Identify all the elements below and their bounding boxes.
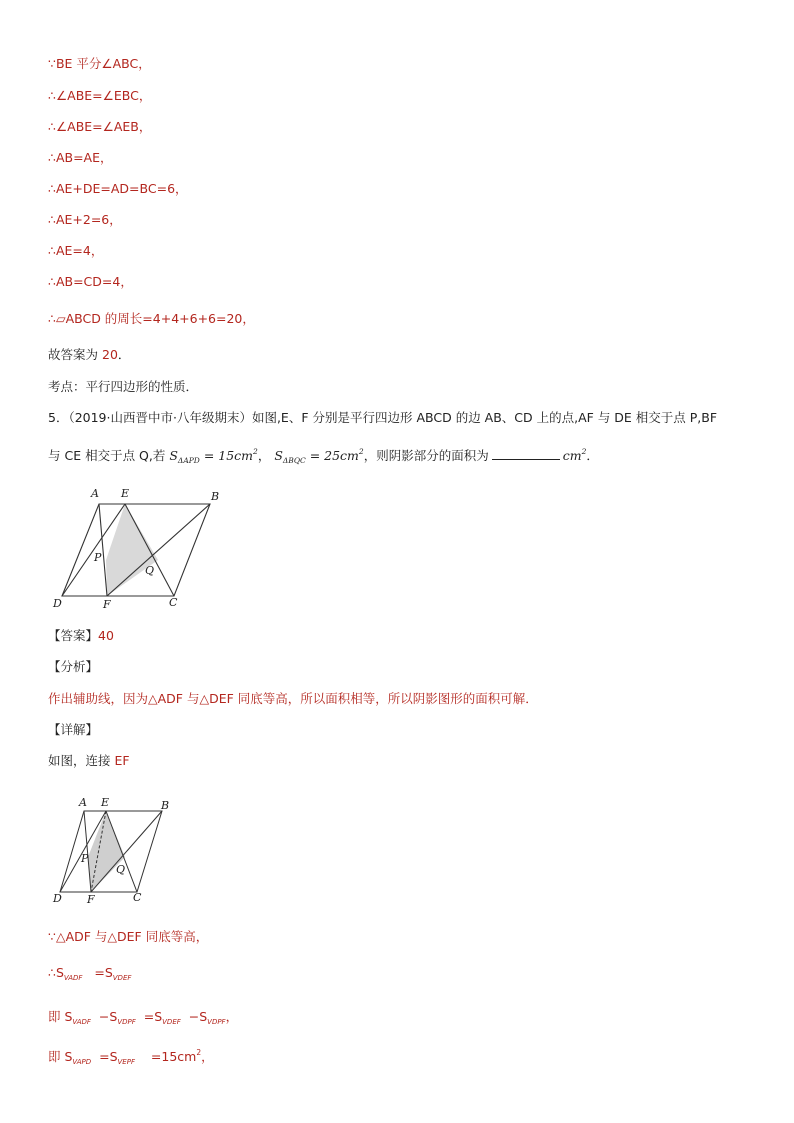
label-f: F	[103, 598, 111, 611]
detail-tag: 【详解】	[48, 722, 99, 737]
label-e: E	[121, 487, 130, 500]
answer-blank	[492, 449, 560, 460]
problem-line-2-prefix: 与 CE 相交于点 Q,若	[48, 448, 166, 463]
kaodian: 考点：平行四边形的性质．	[48, 379, 199, 394]
segment-a-f	[99, 504, 107, 596]
answer-tag: 【答案】	[48, 628, 99, 643]
proof-line: ∴AB=CD=4，	[48, 274, 133, 289]
label-e: E	[101, 796, 110, 809]
unit: $cm^2$	[562, 447, 587, 463]
previous-answer-suffix: ．	[117, 347, 131, 362]
step-1: ∵△ADF 与△DEF 同底等高，	[48, 929, 209, 944]
proof-line: ∴AE+DE=AD=BC=6，	[48, 181, 188, 196]
answer	[48, 627, 114, 645]
detail-intro-value: EF	[114, 753, 130, 768]
proof-line: ∴∠ABE=∠EBC，	[48, 88, 152, 103]
label-q: Q	[116, 863, 126, 876]
comma: ，	[257, 448, 271, 463]
shaded-region	[88, 811, 125, 892]
previous-answer-prefix: 故答案为	[48, 347, 99, 362]
step-4: 即 $S_{VAPD} =S_{VEPF}$ $=15cm^2$，	[48, 1048, 214, 1066]
answer-value: 40	[98, 628, 114, 643]
proof-line: ∵BE 平分∠ABC，	[48, 56, 151, 71]
figure-parallelogram-2	[48, 795, 178, 910]
proof-line: ∴AB=AE，	[48, 150, 113, 165]
label-d: D	[53, 892, 62, 905]
analysis-text: 作出辅助线，因为△ADF 与△DEF 同底等高，所以面积相等，所以阴影图形的面积可解．	[48, 691, 538, 706]
proof-line: ∴AE+2=6，	[48, 212, 122, 227]
label-b: B	[211, 490, 220, 503]
figure-parallelogram-1	[48, 482, 238, 612]
area-bqc: $S_{\Delta BQC} = 25cm^2$	[274, 447, 364, 465]
problem-line-2	[48, 443, 599, 470]
label-c: C	[169, 596, 178, 609]
label-p: P	[94, 551, 102, 564]
label-d: D	[53, 597, 62, 610]
analysis-tag: 【分析】	[48, 659, 99, 674]
detail-intro-prefix: 如图，连接	[48, 753, 111, 768]
problem-line-1: 5．（2019·山西晋中市·八年级期末）如图,E、F 分别是平行四边形 ABCD 的边 AB、CD 上的点,AF 与 DE 相交于点 P,BF	[48, 410, 718, 425]
proof-line: ∴AE=4，	[48, 243, 104, 258]
label-c: C	[133, 891, 142, 904]
label-a: A	[91, 487, 99, 500]
area-apd: $S_{\Delta APD} = 15cm^2$	[169, 447, 258, 465]
label-f: F	[87, 893, 95, 906]
problem-line-2-mid: ，则阴影部分的面积为	[363, 448, 489, 463]
step-3: 即 $S_{VADF} -S_{VDPF} =S_{VDEF} -S_{VDPF}$，	[48, 1009, 239, 1026]
label-q: Q	[145, 564, 155, 577]
proof-line: ∴∠ABE=∠AEB，	[48, 119, 152, 134]
proof-line: ∴▱ABCD 的周长=4+4+6+6=20，	[48, 311, 255, 326]
problem-end: ．	[586, 448, 599, 463]
label-p: P	[81, 852, 89, 865]
label-a: A	[79, 796, 87, 809]
previous-answer	[48, 346, 130, 364]
label-b: B	[161, 799, 170, 812]
detail-intro	[48, 752, 130, 770]
previous-answer-value: 20	[102, 347, 118, 362]
step-2: $\therefore S_{VADF}$ $=S_{VDEF}$	[48, 965, 132, 982]
